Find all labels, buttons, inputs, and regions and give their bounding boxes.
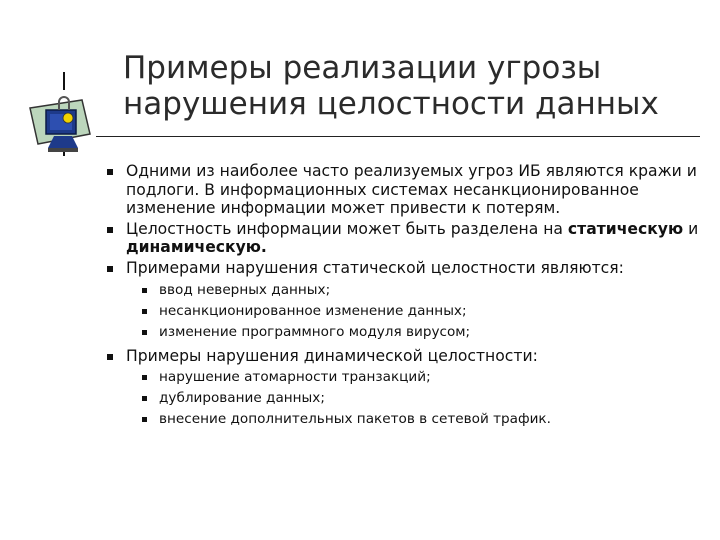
- sub-bullet-item: [114, 324, 704, 341]
- sub-bullet-text: ввод неверных данных;: [159, 281, 331, 298]
- bullet-text: Примеры нарушения динамической целостности:: [126, 346, 538, 365]
- bullet-square-icon: [107, 169, 113, 175]
- bullet-text-connector: и: [683, 219, 699, 238]
- bullet-item: [114, 162, 704, 218]
- bullet-text: Одними из наиболее часто реализуемых угроз ИБ являются кражи и подлоги. В информационных системах несанкционированное изменение информации может привести к потерям.: [126, 162, 697, 218]
- sub-bullet-item: [114, 411, 704, 428]
- slide-title: [123, 50, 703, 122]
- sub-bullet-item: [114, 369, 704, 386]
- slide-title-line1: Примеры реализации угрозы: [123, 50, 602, 86]
- title-underline: [96, 136, 700, 137]
- bullet-text: Примерами нарушения статической целостности являются:: [126, 258, 624, 277]
- computer-lock-icon: [24, 88, 104, 160]
- bullet-square-icon: [142, 417, 147, 422]
- bullet-square-icon: [142, 375, 147, 380]
- bullet-text: Целостность информации может быть разделена на: [126, 219, 568, 238]
- bullet-square-icon: [107, 227, 113, 233]
- bold-term-dynamic: динамическую.: [126, 238, 267, 257]
- sub-bullet-text: дублирование данных;: [159, 390, 325, 407]
- sub-bullet-text: несанкционированное изменение данных;: [159, 302, 467, 319]
- slide-title-line2: нарушения целостности данных: [123, 86, 659, 122]
- sub-bullet-list: [114, 369, 704, 428]
- bullet-square-icon: [142, 396, 147, 401]
- sub-bullet-item: [114, 303, 704, 320]
- sub-bullet-text: нарушение атомарности транзакций;: [159, 369, 431, 386]
- bold-term-static: статическую: [567, 219, 684, 238]
- bullet-item: [114, 259, 704, 278]
- sub-bullet-item: [114, 390, 704, 407]
- sub-bullet-item: [114, 282, 704, 299]
- bullet-square-icon: [142, 330, 147, 335]
- sub-bullet-list: [114, 282, 704, 341]
- sub-bullet-text: изменение программного модуля вирусом;: [159, 323, 471, 340]
- bullet-item: [114, 347, 704, 366]
- bullet-square-icon: [107, 354, 113, 360]
- bullet-item: [114, 220, 704, 257]
- bullet-square-icon: [142, 309, 147, 314]
- bullet-list: [114, 162, 704, 434]
- bullet-square-icon: [142, 288, 147, 293]
- sub-bullet-text: внесение дополнительных пакетов в сетевой трафик.: [159, 411, 551, 428]
- bullet-square-icon: [107, 266, 113, 272]
